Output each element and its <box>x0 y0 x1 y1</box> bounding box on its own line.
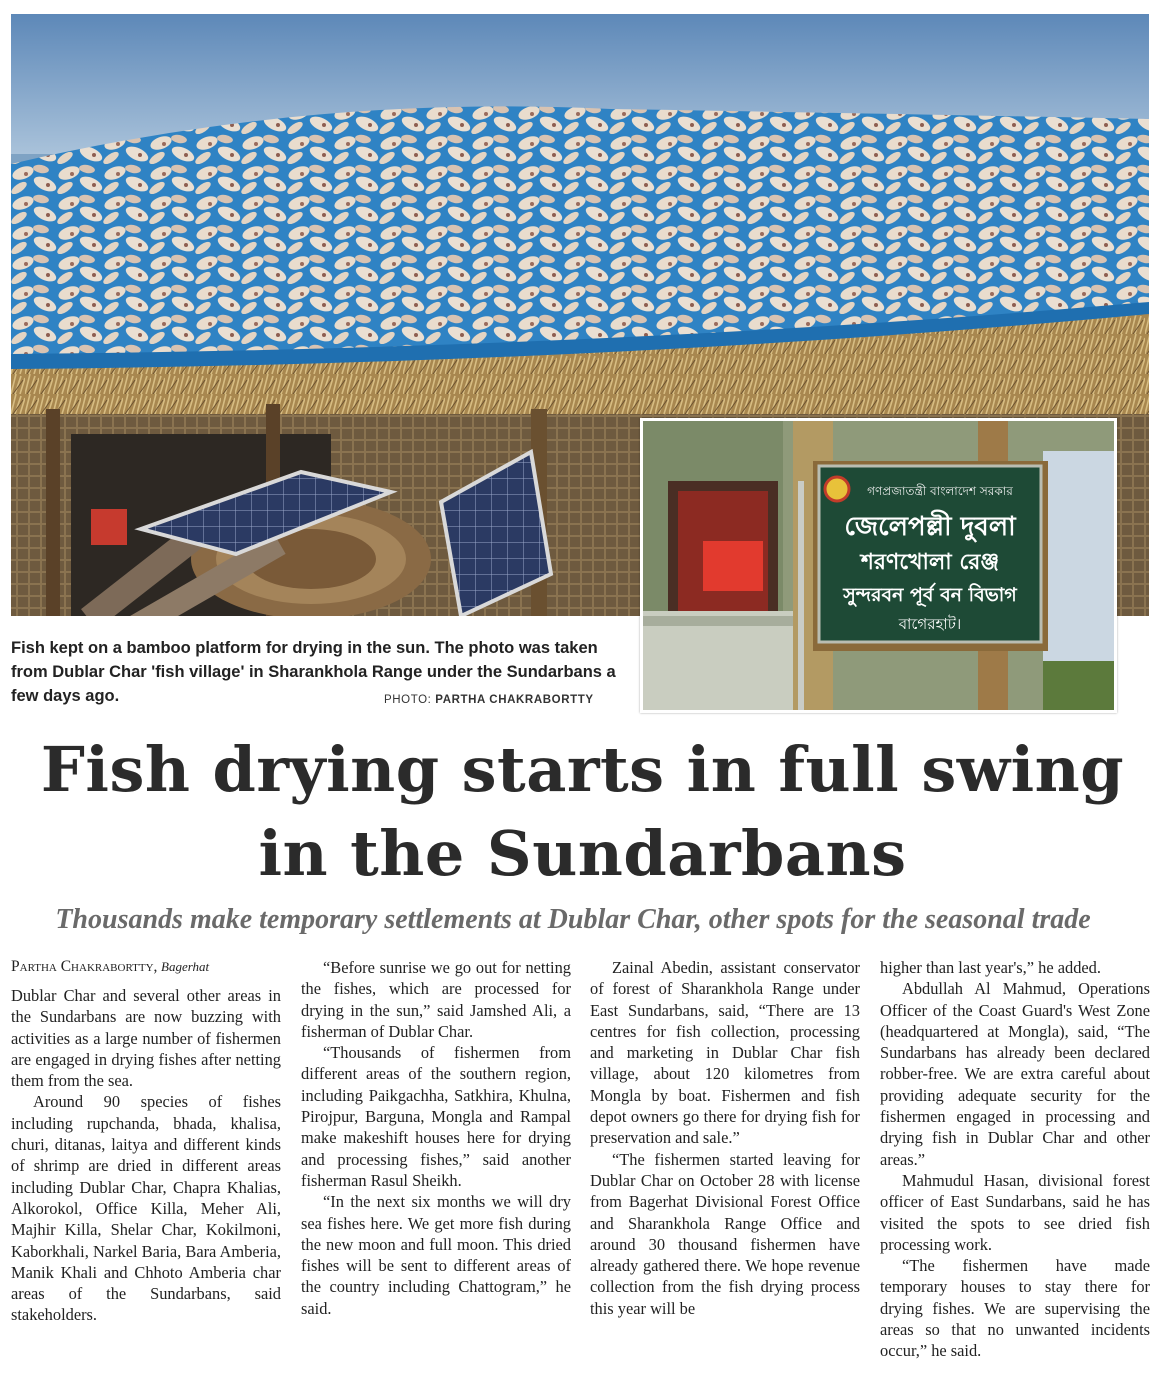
paragraph: Abdullah Al Mahmud, Operations Officer of the Coast Guard's West Zone (headquartered at Mongla), said, “The Sundarbans has already been declared robber-free. We are extra careful about providing adequate security for the fishermen engaged in processing and drying fish in Dublar Char and other areas.” <box>880 979 1150 1169</box>
paragraph: “The fishermen started leaving for Dublar Char on October 28 with license from Bagerhat Divisional Forest Office and Sharankhola Range Office and around 30 thousand fishermen have already gathered there. We hope revenue collection from the fish drying process this year will be <box>590 1149 860 1318</box>
signboard-line1: গণপ্রজাতন্ত্রী বাংলাদেশ সরকার <box>867 484 1013 498</box>
photo-caption: Fish kept on a bamboo platform for drying in the sun. The photo was taken from Dublar Char 'fish village' in Sharankhola Range under the Sundarbans a few days ago. <box>11 639 616 705</box>
photo-credit-prefix: PHOTO: <box>384 694 432 706</box>
article-column-1 <box>11 957 281 1326</box>
signboard-line2: জেলেপল্লী দুবলা <box>844 512 1016 542</box>
paragraph: “The fishermen have made temporary houses to stay there for drying fishes. We are supervising the areas so that no unwanted incidents occur,” he said. <box>880 1256 1150 1361</box>
article-column-2 <box>301 957 571 1319</box>
inset-photo <box>640 418 1117 713</box>
signboard-line5: বাগেরহাট। <box>898 615 962 633</box>
photo-credit <box>384 694 594 706</box>
paragraph: higher than last year's,” he added. <box>880 958 1101 977</box>
paragraph: Dublar Char and several other areas in the Sundarbans are now buzzing with activities as a large number of fishermen are engaged in drying fishes after netting them from the sea. <box>11 986 281 1091</box>
paragraph: “Before sunrise we go out for netting the fishes, which are processed for drying in the sun,” said Jamshed Ali, a fisherman of Dublar Char. <box>301 958 571 1041</box>
headline-line1: Fish drying starts in full swing <box>40 733 1125 806</box>
byline-author: Partha Chakrabortty, <box>11 958 158 975</box>
paragraph: Mahmudul Hasan, divisional forest officer of East Sundarbans, said he has visited the spots to see dried fish processing work. <box>880 1170 1150 1254</box>
article-column-3 <box>590 957 860 1319</box>
paragraph: Around 90 species of fishes including rupchanda, bhada, khalisa, churi, ditanas, laitya and different kinds of shrimp are dried in different areas including Dublar Char, Chapra Khalias, Alkorokol, Office Killa, Meher Ali, Majhir Killa, Shelar Char, Kokilmoni, Kaborkhali, Narkel Baria, Bara Amberia, Manik Khali and Chhoto Amberia char areas of the Sundarbans, said stakeholders. <box>11 1092 281 1325</box>
signboard-line3: শরণখোলা রেঞ্জ <box>860 550 1000 575</box>
photo-credit-name: PARTHA CHAKRABORTTY <box>435 694 594 706</box>
headline <box>0 728 1165 896</box>
subheadline: Thousands make temporary settlements at Dublar Char, other spots for the seasonal trade <box>55 904 1091 935</box>
paragraph: Zainal Abedin, assistant conservator of forest of Sharankhola Range under East Sundarbans, said, “There are 13 centres for fish collection, processing and marketing in Dublar Char fish village, about 120 kilometres from Mongla by boat. Fishermen and fish depot owners go there for drying fish for preservation and sale.” <box>590 958 860 1148</box>
byline-location: Bagerhat <box>161 959 210 974</box>
headline-line2: in the Sundarbans <box>258 817 907 890</box>
byline <box>11 957 281 977</box>
paragraph: “In the next six months we will dry sea fishes here. We get more fish during the new moon and full moon. This dried fishes will be sent to different areas of the country including Chattogram,” he said. <box>301 1192 571 1318</box>
signboard-photo-graphic <box>643 421 1114 710</box>
signboard-line4: সুন্দরবন পূর্ব বন বিভাগ <box>843 584 1017 606</box>
article-column-4 <box>880 957 1150 1362</box>
paragraph: “Thousands of fishermen from different areas of the southern region, including Paikgachha, Satkhira, Khulna, Pirojpur, Barguna, Mongla and Rampal make makeshift houses here for drying and processing fishes,” said another fisherman Rasul Sheikh. <box>301 1043 571 1190</box>
